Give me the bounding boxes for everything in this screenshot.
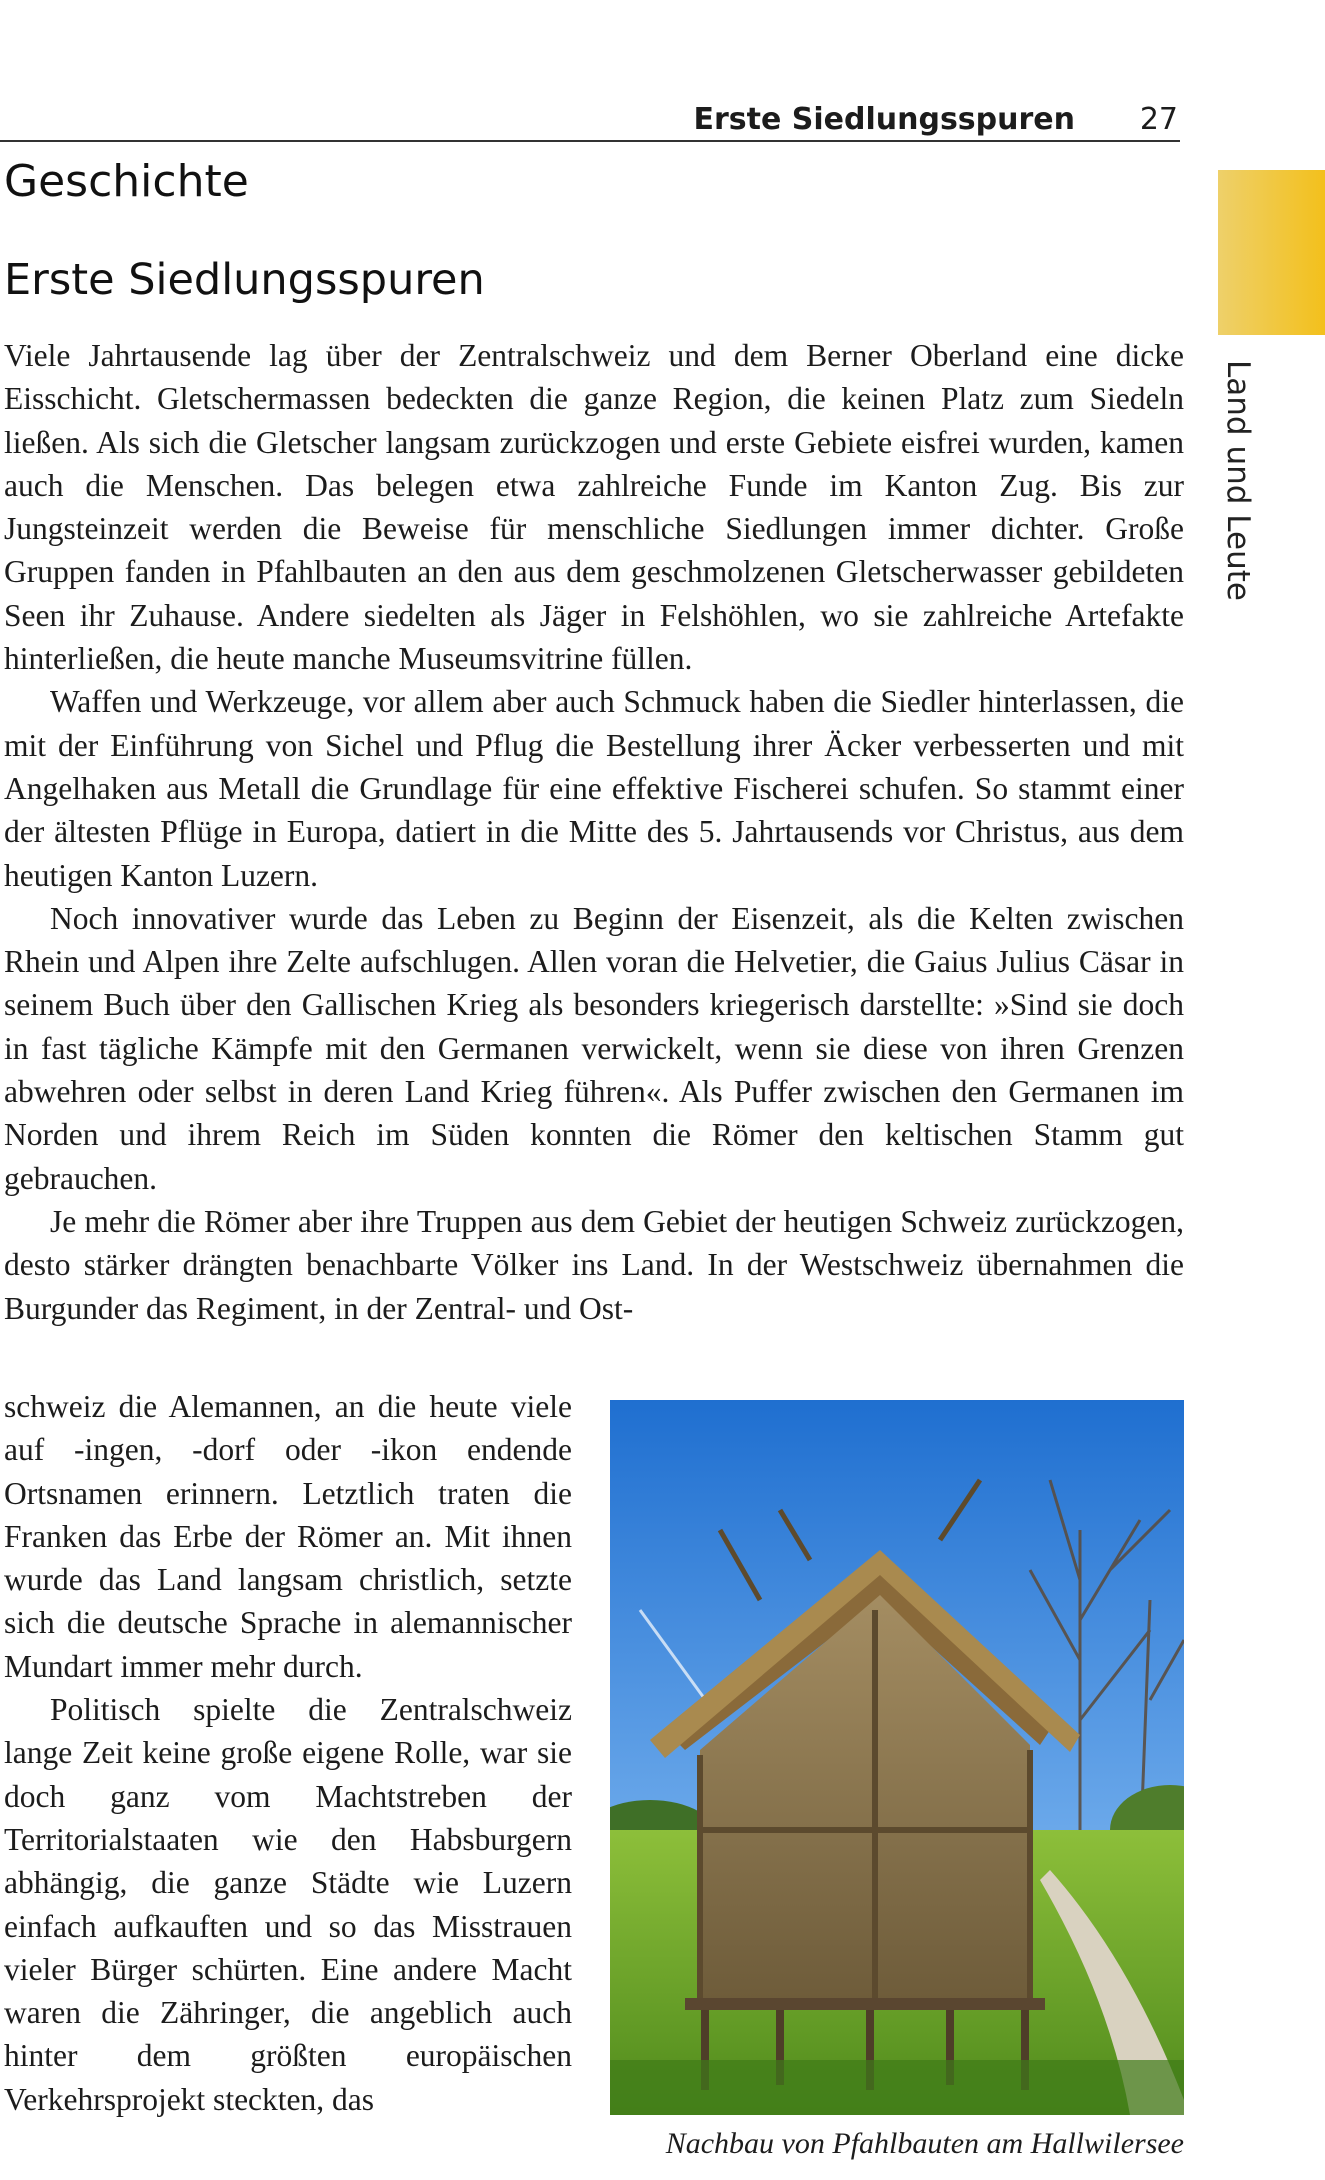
running-title: Erste Siedlungsspuren [693,102,1075,137]
photo-pile-dwelling [610,1400,1184,2115]
body-text-full-width [4,334,1184,1330]
paragraph: Waffen und Werkzeuge, vor allem aber auch Schmuck haben die Siedler hinterlassen, die mit der Einführung von Sichel und Pflug die Bestellung ihrer Äcker verbesserten und mit Angelhaken aus Metall die Grundlage für eine effektive Fischerei schufen. So stammt einer der ältesten Pflüge in Europa, datiert in die Mitte des 5. Jahrtausends vor Christus, aus dem heutigen Kanton Luzern. [4,684,1184,893]
paragraph: Politisch spielte die Zentralschweiz lange Zeit keine große eigene Rolle, war sie doch ganz vom Machtstreben der Territorialstaaten wie den Habsburgern abhängig, die ganze Städte wie Luzern einfach aufkauften und so das Misstrauen vieler Bürger schürten. Eine andere Macht waren die Zähringer, die angeblich auch hinter dem größten europäischen Verkehrsprojekt steckten, das [4,1692,572,2117]
paragraph: schweiz die Alemannen, an die heute viele auf -ingen, -dorf oder -ikon endende Ortsnamen erinnern. Letztlich traten die Franken das Erbe der Römer an. Mit ihnen wurde das Land langsam christlich, setzte sich die deutsche Sprache in alemannischer Mundart immer mehr durch. [4,1389,572,1684]
side-label-text: Land und Leute [1220,360,1256,601]
figure [610,1400,1184,2180]
body-text-narrow-column [4,1385,572,2121]
chapter-title: Geschichte [4,156,249,207]
figure-caption: Nachbau von Pfahlbauten am Hallwilersee [665,2127,1184,2160]
side-label [1208,360,1268,600]
paragraph: Noch innovativer wurde das Leben zu Beginn der Eisenzeit, als die Kelten zwischen Rhein und Alpen ihre Zelte aufschlugen. Allen voran die Helvetier, die Gaius Julius Cäsar in seinem Buch über den Gallischen Krieg als besonders kriegerisch darstellte: »Sind sie doch in fast tägliche Kämpfe mit den Germanen verwickelt, wenn sie diese von ihren Grenzen abwehren oder selbst in deren Land Krieg führen«. Als Puffer zwischen den Germanen im Norden und ihrem Reich im Süden konnten die Römer den keltischen Stamm gut gebrauchen. [4,900,1184,1196]
running-header [0,100,1180,142]
paragraph: Je mehr die Römer aber ihre Truppen aus dem Gebiet der heutigen Schweiz zurückzogen, desto stärker drängten benachbarte Völker ins Land. In der Westschweiz übernahmen die Burgunder das Regiment, in der Zentral- und Ost- [4,1203,1184,1326]
page-number: 27 [1139,102,1178,137]
chapter-tab-marker [1218,170,1325,335]
section-title: Erste Siedlungsspuren [4,255,485,305]
paragraph: Viele Jahrtausende lag über der Zentralschweiz und dem Berner Oberland eine dicke Eisschicht. Gletschermassen bedeckten die ganze Region, die keinen Platz zum Siedeln ließen. Als sich die Gletscher langsam zurückzogen und erste Gebiete eisfrei wurden, kamen auch die Menschen. Das belegen etwa zahlreiche Funde im Kanton Zug. Bis zur Jungsteinzeit werden die Beweise für menschliche Siedlungen immer dichter. Große Gruppen fanden in Pfahlbauten an den aus dem geschmolzenen Gletscherwasser gebildeten Seen ihr Zuhause. Andere siedelten als Jäger in Felshöhlen, wo sie zahlreiche Artefakte hinterließen, die heute manche Museumsvitrine füllen. [4,338,1184,677]
